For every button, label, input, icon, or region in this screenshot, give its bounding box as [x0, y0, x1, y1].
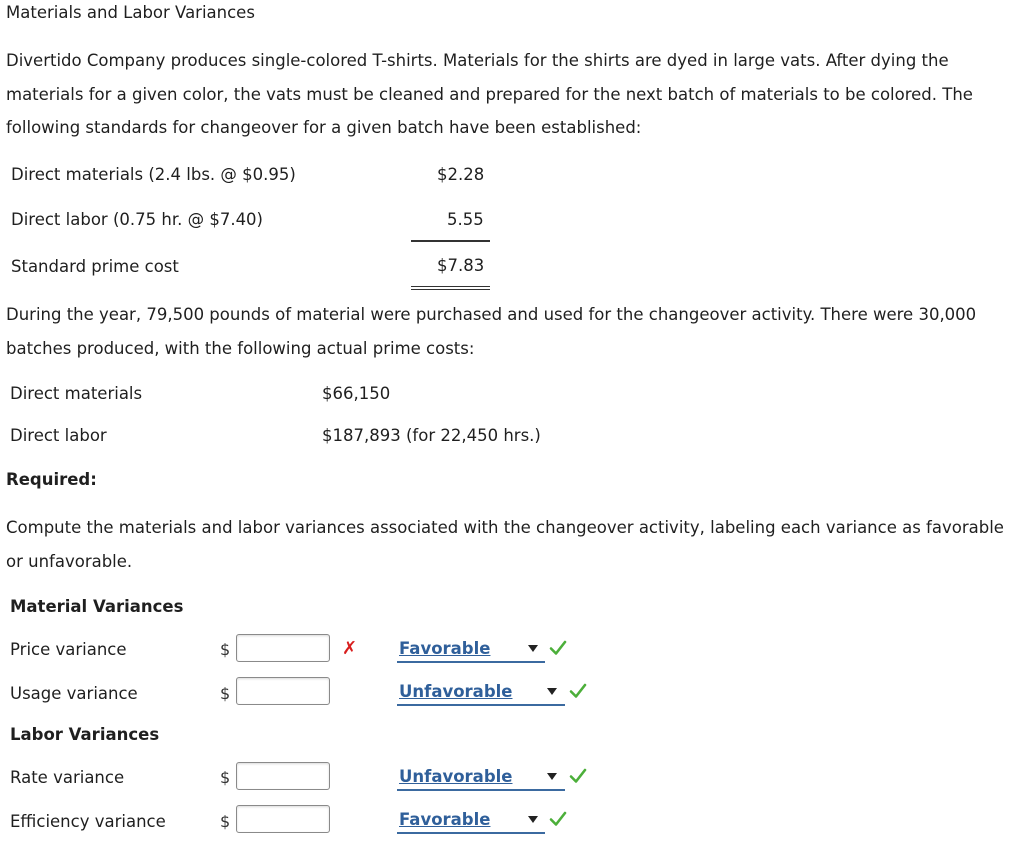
- currency-symbol: $: [220, 768, 231, 787]
- dropdown-arrow-icon: [547, 688, 557, 695]
- total-double-rule-top: [411, 286, 490, 287]
- price-variance-selected: Favorable: [399, 639, 491, 658]
- standard-total-value: $7.83: [437, 256, 485, 275]
- usage-variance-select[interactable]: [397, 680, 565, 706]
- actual-dl-value: $187,893 (for 22,450 hrs.): [322, 426, 541, 445]
- usage-variance-input[interactable]: [236, 677, 330, 705]
- instruction-paragraph: Compute the materials and labor variances associated with the changeover activity, labeling each variance as favorable or unfavorable.: [6, 518, 1004, 571]
- incorrect-x-icon: ✗: [342, 638, 358, 659]
- efficiency-variance-selected: Favorable: [399, 810, 491, 829]
- required-heading: Required:: [6, 470, 97, 489]
- standard-total-label: Standard prime cost: [11, 257, 179, 276]
- subtotal-rule: [411, 240, 490, 242]
- dropdown-arrow-icon: [547, 773, 557, 780]
- dropdown-arrow-icon: [528, 816, 538, 823]
- usage-variance-selected: Unfavorable: [399, 682, 513, 701]
- standard-dm-value: $2.28: [437, 165, 485, 184]
- efficiency-variance-input[interactable]: [236, 805, 330, 833]
- page-title: Materials and Labor Variances: [6, 3, 255, 22]
- material-variances-heading: Material Variances: [10, 597, 184, 616]
- actual-paragraph: During the year, 79,500 pounds of material were purchased and used for the changeover activity. There were 30,000 batches produced, with the following actual prime costs:: [6, 305, 977, 358]
- checkmark-icon: [569, 682, 587, 700]
- usage-variance-label: Usage variance: [10, 684, 138, 703]
- rate-variance-select[interactable]: [397, 765, 565, 791]
- actual-dm-value: $66,150: [322, 384, 391, 403]
- price-variance-label: Price variance: [10, 640, 127, 659]
- standard-dl-label: Direct labor (0.75 hr. @ $7.40): [11, 210, 263, 229]
- actual-dm-label: Direct materials: [10, 384, 143, 403]
- efficiency-variance-label: Efficiency variance: [10, 812, 166, 831]
- rate-variance-input[interactable]: [236, 762, 330, 790]
- rate-variance-selected: Unfavorable: [399, 767, 513, 786]
- efficiency-variance-select[interactable]: [397, 808, 545, 834]
- standard-dm-label: Direct materials (2.4 lbs. @ $0.95): [11, 165, 296, 184]
- rate-variance-label: Rate variance: [10, 768, 125, 787]
- checkmark-icon: [569, 767, 587, 785]
- checkmark-icon: [549, 810, 567, 828]
- currency-symbol: $: [220, 812, 231, 831]
- intro-paragraph: Divertido Company produces single-colored T-shirts. Materials for the shirts are dyed in large vats. After dying the materials for a given color, the vats must be cleaned and prepared for the next batch of materials to be colored. The following standards for changeover for a given batch have been established:: [6, 51, 973, 137]
- labor-variances-heading: Labor Variances: [10, 725, 160, 744]
- dropdown-arrow-icon: [528, 645, 538, 652]
- currency-symbol: $: [220, 684, 231, 703]
- actual-dl-label: Direct labor: [10, 426, 107, 445]
- checkmark-icon: [549, 639, 567, 657]
- standard-dl-value: 5.55: [447, 210, 484, 229]
- total-double-rule-bottom: [411, 289, 490, 290]
- currency-symbol: $: [220, 640, 231, 659]
- price-variance-input[interactable]: [236, 634, 330, 662]
- price-variance-select[interactable]: [397, 637, 545, 663]
